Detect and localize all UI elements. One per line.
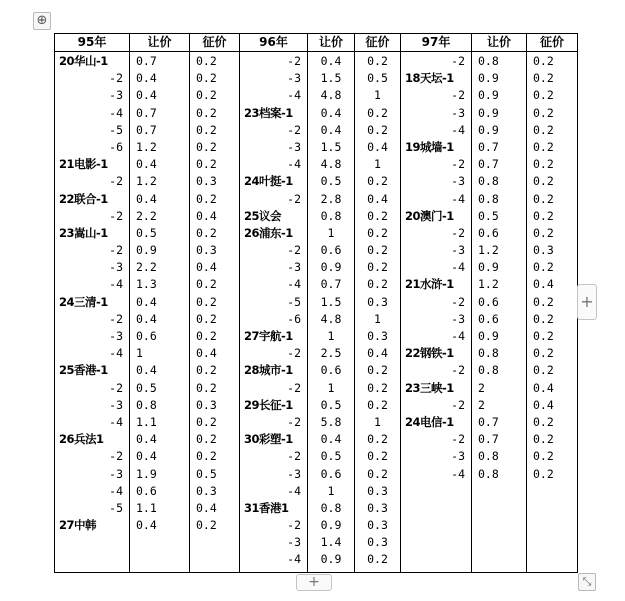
stamp-name: -3: [109, 466, 123, 481]
stamp-name: 30彩塑-1: [244, 432, 293, 447]
stamp-name: 27中韩: [59, 518, 97, 533]
zheng-price: 0.2: [196, 277, 217, 292]
zheng-price: 0.5: [367, 71, 388, 86]
stamp-name: -3: [109, 88, 123, 103]
stamp-name: 23档案-1: [244, 105, 293, 120]
cell-names-97[interactable]: [401, 52, 472, 573]
header-row: [55, 34, 578, 52]
rang-price: 0.8: [478, 54, 499, 68]
rang-price: 4.8: [320, 88, 342, 103]
stamp-name: -2: [451, 225, 465, 240]
zheng-price: 0.2: [196, 311, 217, 326]
rang-price: 0.4: [136, 363, 157, 378]
stamp-name: -3: [109, 329, 123, 343]
zheng-price: 0.3: [196, 174, 217, 189]
zheng-price: 0.2: [533, 346, 554, 361]
zheng-price: 0.4: [367, 191, 388, 206]
zheng-price: 1: [374, 88, 381, 103]
zheng-price: 0.3: [196, 243, 217, 258]
zheng-price: 0.4: [533, 380, 554, 395]
zheng-price: 0.5: [196, 466, 217, 481]
stamp-name: -2: [109, 208, 123, 223]
stamp-name: -4: [451, 466, 465, 481]
zheng-price: 0.2: [367, 260, 388, 275]
rang-price: 0.4: [136, 294, 157, 309]
rang-price: 1.1: [136, 500, 157, 515]
zheng-price: 0.4: [533, 397, 554, 412]
add-column-button[interactable]: +: [577, 284, 597, 320]
rang-price: 0.9: [478, 260, 499, 275]
rang-price: 1.2: [136, 139, 157, 154]
rang-price: 1.9: [136, 466, 157, 481]
rang-price: 1.2: [478, 243, 499, 258]
zheng-price: 0.2: [367, 397, 388, 412]
rang-price: 0.9: [478, 122, 499, 137]
stamp-name: -4: [287, 483, 301, 498]
rang-price: 0.9: [478, 71, 499, 86]
zheng-price: 0.2: [196, 191, 217, 206]
rang-price: 0.8: [320, 500, 342, 515]
header-zheng-95[interactable]: 征价: [190, 34, 240, 52]
stamp-name: 21电影-1: [59, 157, 108, 172]
body-row: [55, 52, 578, 573]
stamp-name: 28城市-1: [244, 363, 293, 378]
zheng-price: 0.2: [196, 518, 217, 533]
stamp-name: -2: [287, 122, 301, 137]
stamp-price-table: [54, 33, 578, 573]
cell-zheng-95[interactable]: [190, 52, 240, 573]
stamp-name: -2: [109, 71, 123, 86]
rang-price: 0.5: [478, 208, 499, 223]
stamp-name: -3: [451, 449, 465, 464]
header-zheng-96[interactable]: 征价: [355, 34, 401, 52]
rang-price: 0.6: [136, 329, 157, 343]
zheng-price: 0.2: [196, 380, 217, 395]
zheng-price: 0.4: [367, 346, 388, 361]
zheng-price: 0.2: [196, 71, 217, 86]
stamp-name: -3: [287, 466, 301, 481]
rang-price: 0.4: [320, 105, 342, 120]
zheng-price: 0.2: [196, 294, 217, 309]
rang-price: 0.7: [136, 54, 157, 68]
zheng-price: 0.4: [196, 208, 217, 223]
stamp-name: -2: [109, 174, 123, 189]
stamp-name: -3: [287, 71, 301, 86]
rang-price: 2.5: [320, 346, 342, 361]
stamp-name: -4: [451, 329, 465, 343]
stamp-name: 25议会: [244, 208, 282, 223]
zheng-price: 0.2: [367, 174, 388, 189]
rang-price: 0.9: [320, 552, 342, 567]
zheng-price: 0.2: [196, 414, 217, 429]
stamp-name: -3: [287, 260, 301, 275]
rang-price: 1: [327, 225, 335, 240]
cell-rang-95[interactable]: [130, 52, 190, 573]
zheng-price: 0.2: [196, 105, 217, 120]
zheng-price: 1: [374, 311, 381, 326]
zheng-price: 0.2: [533, 311, 554, 326]
stamp-name: 27宇航-1: [244, 329, 293, 343]
stamp-name: -6: [109, 139, 123, 154]
zheng-price: 0.2: [196, 54, 217, 68]
rang-price: 2.2: [136, 208, 157, 223]
zheng-price: 1: [374, 414, 381, 429]
rang-price: 0.9: [320, 260, 342, 275]
header-rang-97[interactable]: 让价: [472, 34, 527, 52]
rang-price: 1.5: [320, 71, 342, 86]
zheng-price: 0.3: [196, 483, 217, 498]
rang-price: 0.8: [320, 208, 342, 223]
zheng-price: 0.2: [367, 208, 388, 223]
zheng-price: 0.2: [367, 466, 388, 481]
stamp-name: 22钢铁-1: [405, 346, 454, 361]
zheng-price: 0.2: [533, 54, 554, 68]
header-95[interactable]: 95年: [55, 34, 130, 52]
zheng-price: 0.3: [367, 518, 388, 533]
stamp-name: -3: [451, 311, 465, 326]
rang-price: 0.7: [136, 122, 157, 137]
rang-price: 1.2: [136, 174, 157, 189]
rang-price: 1.1: [136, 414, 157, 429]
rang-price: 0.7: [478, 432, 499, 447]
rang-price: 0.9: [478, 88, 499, 103]
rang-price: 0.6: [320, 243, 342, 258]
zheng-price: 0.2: [533, 174, 554, 189]
rang-price: 0.5: [320, 449, 342, 464]
stamp-name: -2: [287, 380, 301, 395]
zheng-price: 0.3: [367, 294, 388, 309]
stamp-name: -2: [109, 311, 123, 326]
stamp-name: -4: [451, 122, 465, 137]
rang-price: 2: [478, 397, 485, 412]
zheng-price: 0.3: [367, 535, 388, 550]
rang-price: 0.6: [478, 294, 499, 309]
stamp-name: -2: [451, 294, 465, 309]
rang-price: 0.7: [478, 139, 499, 154]
rang-price: 0.9: [478, 329, 499, 343]
rang-price: 1.2: [478, 277, 499, 292]
header-rang-95[interactable]: 让价: [130, 34, 190, 52]
zheng-price: 0.2: [533, 432, 554, 447]
cell-zheng-97[interactable]: [527, 52, 578, 573]
stamp-name: -2: [109, 380, 123, 395]
stamp-name: 25香港-1: [59, 363, 108, 378]
stamp-name: -3: [451, 105, 465, 120]
stamp-name: -3: [109, 397, 123, 412]
stamp-name: -2: [109, 243, 123, 258]
rang-price: 0.5: [320, 174, 342, 189]
zheng-price: 0.2: [196, 363, 217, 378]
stamp-name: 20华山-1: [59, 54, 108, 68]
cell-rang-96[interactable]: [308, 52, 355, 573]
rang-price: 0.7: [320, 277, 342, 292]
header-97[interactable]: 97年: [401, 34, 472, 52]
stamp-name: -4: [109, 346, 123, 361]
rang-price: 1: [327, 329, 335, 343]
zheng-price: 0.2: [533, 294, 554, 309]
rang-price: 0.8: [478, 346, 499, 361]
rang-price: 0.6: [136, 483, 157, 498]
zheng-price: 0.4: [367, 139, 388, 154]
zheng-price: 0.2: [533, 329, 554, 343]
rang-price: 0.8: [478, 363, 499, 378]
rang-price: 0.5: [136, 380, 157, 395]
cell-rang-97[interactable]: [472, 52, 527, 573]
zheng-price: 0.2: [196, 122, 217, 137]
zheng-price: 0.2: [533, 122, 554, 137]
stamp-name: -2: [287, 449, 301, 464]
rang-price: 0.4: [136, 311, 157, 326]
stamp-name: -2: [287, 243, 301, 258]
zheng-price: 0.2: [533, 260, 554, 275]
stamp-name: 22联合-1: [59, 191, 108, 206]
stamp-name: 19城墙-1: [405, 139, 454, 154]
rang-price: 5.8: [320, 414, 342, 429]
rang-price: 0.6: [320, 363, 342, 378]
stamp-name: -2: [287, 191, 301, 206]
header-96[interactable]: 96年: [240, 34, 308, 52]
rang-price: 0.7: [478, 157, 499, 172]
cell-names-96[interactable]: [240, 52, 308, 573]
rang-price: 1.5: [320, 139, 342, 154]
zheng-price: 0.2: [367, 243, 388, 258]
zheng-price: 0.2: [367, 449, 388, 464]
stamp-name: -3: [287, 139, 301, 154]
zheng-price: 0.2: [533, 208, 554, 223]
rang-price: 0.4: [320, 122, 342, 137]
stamp-name: -2: [287, 518, 301, 533]
zheng-price: 0.2: [196, 225, 217, 240]
stamp-name: 23嵩山-1: [59, 225, 108, 240]
stamp-name: -4: [287, 552, 301, 567]
rang-price: 0.5: [136, 225, 157, 240]
rang-price: 0.8: [478, 191, 499, 206]
zheng-price: 0.4: [196, 500, 217, 515]
stamp-name: 20澳门-1: [405, 208, 454, 223]
stamp-name: -4: [109, 277, 123, 292]
rang-price: 1.5: [320, 294, 342, 309]
cell-zheng-96[interactable]: [355, 52, 401, 573]
rang-price: 0.5: [320, 397, 342, 412]
zheng-price: 0.2: [533, 449, 554, 464]
zheng-price: 0.3: [196, 397, 217, 412]
stamp-name: 24叶挺-1: [244, 174, 293, 189]
zheng-price: 0.2: [533, 414, 554, 429]
table-resize-handle-icon[interactable]: ⤡: [578, 573, 596, 591]
zheng-price: 0.2: [196, 157, 217, 172]
zheng-price: 0.2: [533, 191, 554, 206]
zheng-price: 0.2: [196, 329, 217, 343]
stamp-name: -4: [109, 414, 123, 429]
rang-price: 0.4: [320, 54, 342, 68]
stamp-name: -2: [451, 157, 465, 172]
zheng-price: 0.2: [367, 380, 388, 395]
rang-price: 0.9: [478, 105, 499, 120]
stamp-name: -2: [287, 414, 301, 429]
zheng-price: 0.3: [367, 329, 388, 343]
rang-price: 4.8: [320, 311, 342, 326]
add-row-button[interactable]: +: [296, 574, 332, 591]
stamp-name: -3: [451, 243, 465, 258]
zheng-price: 0.2: [196, 449, 217, 464]
zheng-price: 0.2: [196, 432, 217, 447]
stamp-name: -5: [109, 500, 123, 515]
stamp-name: -2: [109, 449, 123, 464]
rang-price: 1.4: [320, 535, 342, 550]
rang-price: 0.4: [136, 432, 157, 447]
zheng-price: 0.2: [533, 157, 554, 172]
stamp-name: -4: [109, 483, 123, 498]
zheng-price: 0.2: [533, 71, 554, 86]
zheng-price: 0.4: [196, 260, 217, 275]
rang-price: 1.3: [136, 277, 157, 292]
zheng-price: 0.2: [367, 54, 388, 68]
stamp-name: 24电信-1: [405, 414, 454, 429]
zheng-price: 0.2: [367, 432, 388, 447]
zheng-price: 0.2: [196, 88, 217, 103]
stamp-name: -2: [451, 397, 465, 412]
zheng-price: 1: [374, 157, 381, 172]
rang-price: 0.7: [478, 414, 499, 429]
rang-price: 1: [327, 483, 335, 498]
zheng-price: 0.2: [533, 363, 554, 378]
zheng-price: 0.4: [196, 346, 217, 361]
rang-price: 0.4: [136, 71, 157, 86]
stamp-name: -3: [287, 535, 301, 550]
rang-price: 2.8: [320, 191, 342, 206]
stamp-name: 18天坛-1: [405, 71, 454, 86]
rang-price: 0.6: [478, 225, 499, 240]
stamp-name: -2: [287, 346, 301, 361]
rang-price: 4.8: [320, 157, 342, 172]
rang-price: 0.8: [478, 466, 499, 481]
zheng-price: 0.2: [533, 88, 554, 103]
rang-price: 0.9: [136, 243, 157, 258]
stamp-name: -2: [451, 54, 465, 68]
stamp-name: -2: [451, 88, 465, 103]
zheng-price: 0.2: [533, 225, 554, 240]
rang-price: 0.4: [136, 518, 157, 533]
zheng-price: 0.2: [533, 105, 554, 120]
rang-price: 0.4: [136, 88, 157, 103]
zheng-price: 0.2: [367, 225, 388, 240]
stamp-name: -4: [287, 277, 301, 292]
zheng-price: 0.3: [533, 243, 554, 258]
stamp-name: 21水浒-1: [405, 277, 454, 292]
rang-price: 2: [478, 380, 485, 395]
rang-price: 0.4: [136, 449, 157, 464]
stamp-name: -5: [109, 122, 123, 137]
zheng-price: 0.2: [367, 105, 388, 120]
stamp-name: -4: [109, 105, 123, 120]
stamp-name: -3: [451, 174, 465, 189]
rang-price: 0.8: [478, 174, 499, 189]
rang-price: 0.4: [320, 432, 342, 447]
rang-price: 0.8: [136, 397, 157, 412]
stamp-name: 26兵法1: [59, 432, 104, 447]
rang-price: 0.4: [136, 191, 157, 206]
cell-names-95[interactable]: [55, 52, 130, 573]
stamp-name: -3: [109, 260, 123, 275]
stamp-name: -4: [451, 260, 465, 275]
stamp-name: 24三清-1: [59, 294, 108, 309]
zheng-price: 0.2: [367, 363, 388, 378]
rang-price: 0.6: [478, 311, 499, 326]
zheng-price: 0.2: [367, 552, 388, 567]
stamp-name: 23三峡-1: [405, 380, 454, 395]
stamp-name: 26浦东-1: [244, 225, 293, 240]
table-move-handle-icon[interactable]: ⊕: [33, 12, 51, 30]
zheng-price: 0.3: [367, 500, 388, 515]
rang-price: 0.4: [136, 157, 157, 172]
zheng-price: 0.2: [196, 139, 217, 154]
rang-price: 1: [136, 346, 143, 361]
zheng-price: 0.2: [367, 277, 388, 292]
stamp-name: -2: [451, 432, 465, 447]
stamp-name: -4: [287, 157, 301, 172]
zheng-price: 0.3: [367, 483, 388, 498]
stamp-name: -6: [287, 311, 301, 326]
stamp-name: -5: [287, 294, 301, 309]
rang-price: 1: [327, 380, 335, 395]
stamp-name: -4: [451, 191, 465, 206]
rang-price: 0.6: [320, 466, 342, 481]
zheng-price: 0.2: [533, 466, 554, 481]
stamp-name: 29长征-1: [244, 397, 293, 412]
stamp-name: -2: [287, 54, 301, 68]
rang-price: 0.7: [136, 105, 157, 120]
rang-price: 0.8: [478, 449, 499, 464]
header-zheng-97[interactable]: 征价: [527, 34, 578, 52]
zheng-price: 0.2: [367, 122, 388, 137]
stamp-name: 31香港1: [244, 500, 289, 515]
stamp-name: -4: [287, 88, 301, 103]
rang-price: 2.2: [136, 260, 157, 275]
rang-price: 0.9: [320, 518, 342, 533]
zheng-price: 0.2: [533, 139, 554, 154]
header-rang-96[interactable]: 让价: [308, 34, 355, 52]
stamp-name: -2: [451, 363, 465, 378]
zheng-price: 0.4: [533, 277, 554, 292]
